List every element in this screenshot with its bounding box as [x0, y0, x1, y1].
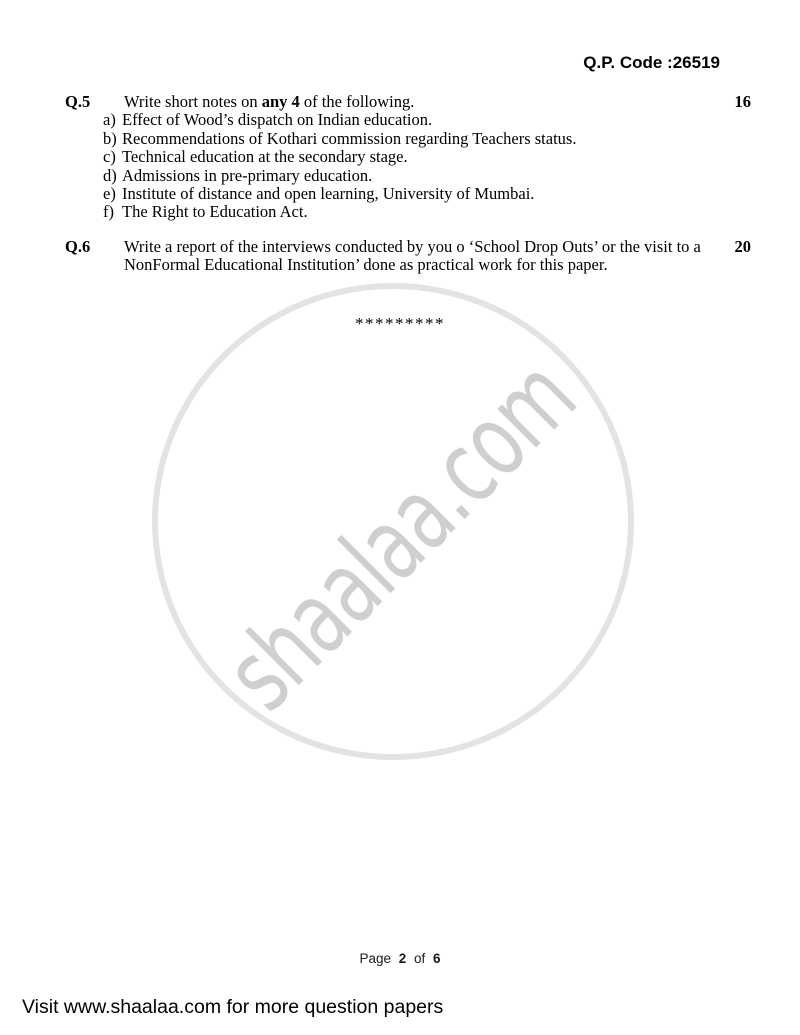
qp-code: Q.P. Code :26519 [583, 53, 720, 72]
shaalaa-promo-text: Visit www.shaalaa.com for more question papers [22, 996, 444, 1018]
question-6-continuation [0, 256, 800, 274]
question-5-text-bold: any 4 [261, 92, 300, 111]
question-5-marks: 16 [734, 92, 751, 111]
question-6-number: Q.6 [65, 237, 91, 256]
watermark-text: shaalaa.com [202, 337, 598, 733]
page-number-footer [0, 951, 800, 966]
subitem-b-text: Recommendations of Kothari commission regarding Teachers status. [122, 128, 577, 148]
subitem-e-letter: e) [103, 183, 116, 203]
question-6-line-2: NonFormal Educational Institution’ done as practical work for this paper. [124, 255, 608, 275]
subitem-c [0, 148, 800, 166]
end-of-paper-asterisks: ********* [355, 314, 445, 333]
question-6-marks: 20 [734, 237, 751, 256]
subitem-f-letter: f) [103, 202, 114, 222]
subitem-c-text: Technical education at the secondary stage. [122, 147, 408, 167]
footer-page-word: Page [359, 951, 391, 966]
question-5-text [124, 93, 414, 111]
subitem-f [0, 203, 800, 221]
subitem-d-letter: d) [103, 165, 117, 185]
subitem-e [0, 185, 800, 203]
subitem-b-letter: b) [103, 128, 117, 148]
subitem-c-letter: c) [103, 147, 116, 167]
footer-page-number: 2 [398, 951, 407, 966]
subitem-a-letter: a) [103, 110, 116, 130]
question-5-number: Q.5 [65, 92, 91, 111]
question-5-text-suffix: of the following. [299, 92, 415, 111]
subitem-d [0, 167, 800, 185]
question-6-header [0, 238, 800, 256]
question-5-text-prefix: Write short notes on [124, 92, 262, 111]
subitem-d-text: Admissions in pre-primary education. [122, 165, 373, 185]
question-6-line-1: Write a report of the interviews conducted by you o ‘School Drop Outs’ or the visit to a [124, 237, 701, 256]
subitem-a [0, 111, 800, 129]
question-5-header [0, 93, 800, 111]
footer-of-word: of [414, 951, 426, 966]
subitem-b [0, 130, 800, 148]
subitem-f-text: The Right to Education Act. [122, 202, 308, 222]
subitem-a-text: Effect of Wood’s dispatch on Indian education. [122, 110, 433, 130]
question-6-block [0, 238, 800, 275]
footer-total-pages: 6 [433, 951, 441, 966]
question-5-block [0, 93, 800, 222]
subitem-e-text: Institute of distance and open learning, University of Mumbai. [122, 183, 535, 203]
